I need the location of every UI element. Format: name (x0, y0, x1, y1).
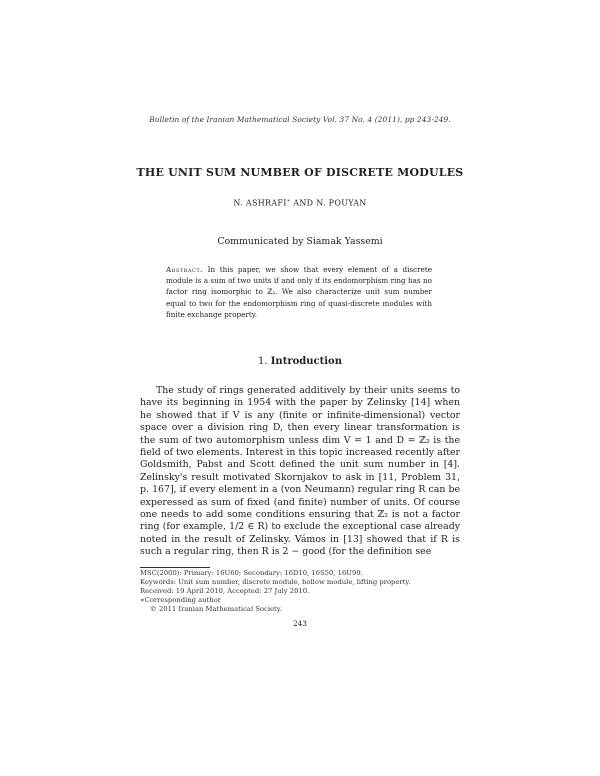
body-text (140, 385, 460, 559)
page-number: 243 (293, 619, 307, 628)
abstract-text: In this paper, we show that every element of a discrete module is a sum of two units if and only if its endomorphism ring has no factor ring isomorphic to ℤ₂. We also characterize unit sum number equal to two for the endomorphism ring of quasi-discrete modules with finite exchange property. (166, 265, 432, 319)
section-title: Introduction (270, 356, 342, 367)
authors (0, 198, 600, 208)
communicated-by: Communicated by Siamak Yassemi (217, 236, 383, 247)
first-author: N. ASHRAFI (233, 198, 287, 208)
abstract (166, 264, 432, 320)
section-number: 1. (258, 356, 268, 367)
section-heading (0, 356, 600, 367)
footnote-corresponding: ∗Corresponding author (140, 596, 222, 604)
footnote-keywords: Keywords: Unit sum number, discrete module, hollow module, lifting property. (140, 578, 411, 586)
paper-title: THE UNIT SUM NUMBER OF DISCRETE MODULES (136, 166, 464, 179)
other-authors: AND N. POUYAN (290, 198, 367, 208)
paragraph: The study of rings generated additively by their units seems to have its beginning in 1954 with the paper by Zelinsky [14] when he showed that if V is any (finite or infinite-dimensional) vector space over a division ring D, then every linear transformation is the sum of two automorphism unless dim V = 1 and D = ℤ₂ is the field of two elements. Interest in this topic increased recently after Goldsmith, Pabst and Scott defined the unit sum number in [4]. Zelinsky's result motivated Skornjakov to ask in [11, Problem 31, p. 167], if every element in a (von Neumann) regular ring R can be experessed as sum of fixed (and finite) number of units. Of course one needs to add some conditions ensuring that ℤ₂ is not a factor ring (for example, 1/2 ∈ R) to exclude the exceptional case already noted in the result of Zelinsky. Vámos in [13] showed that if R is such a regular ring, then R is 2 − good (for the definition see (140, 385, 460, 558)
footnote-copyright: © 2011 Iranian Mathematical Society. (150, 605, 282, 613)
journal-header: Bulletin of the Iranian Mathematical Society Vol. 37 No. 4 (2011), pp 243-249. (149, 115, 451, 124)
footnote-received: Received: 19 April 2010, Accepted: 27 July 2010. (140, 587, 310, 595)
footnote-msc: MSC(2000): Primary: 16U60; Secondary: 16D10, 16S50, 16U99. (140, 569, 363, 577)
corresponding-mark: ∗ (286, 198, 291, 204)
footnote-rule (140, 567, 210, 568)
abstract-label: Abstract. (166, 265, 203, 274)
